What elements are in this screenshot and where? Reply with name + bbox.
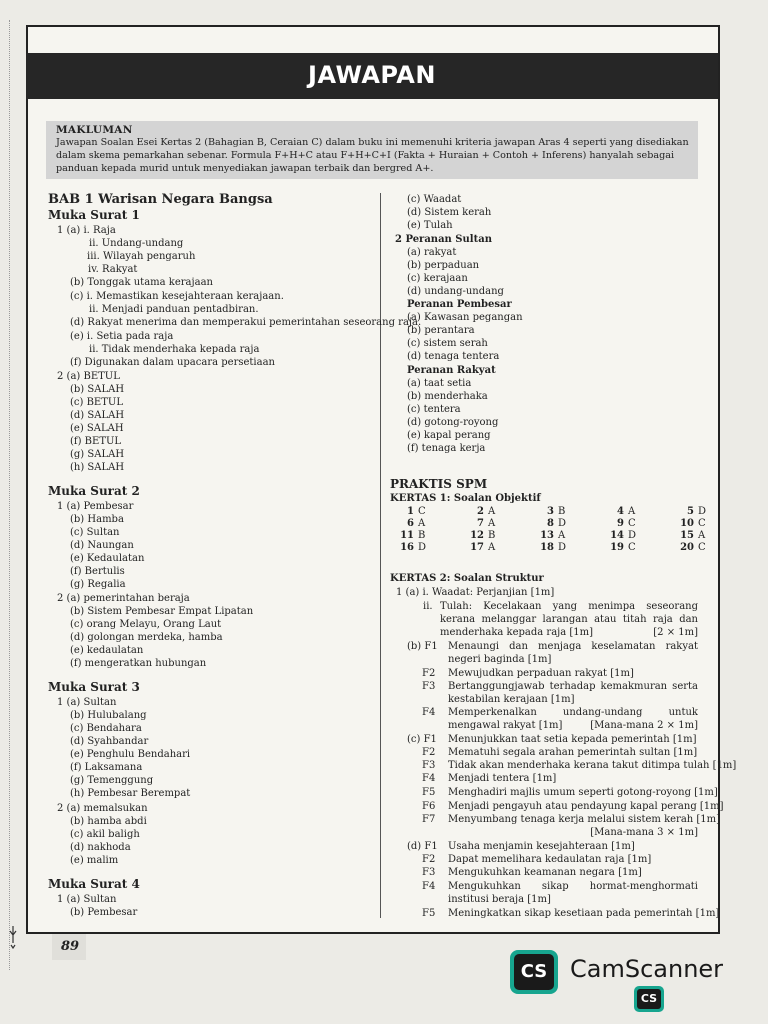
answer-line: (b) SALAH xyxy=(70,384,125,395)
answer-line: (e) Penghulu Bendahari xyxy=(70,749,191,760)
answer-text: Mengukuhkan keamanan negara [1m] xyxy=(448,867,642,878)
answer-line: (f) mengeratkan hubungan xyxy=(70,658,207,669)
section-heading: Muka Surat 2 xyxy=(48,484,140,498)
page-number: 89 xyxy=(61,939,80,954)
objective-question-number: 7 xyxy=(477,518,484,529)
answer-line: 1 (a) Sultan xyxy=(57,894,117,905)
answer-text: Menunjukkan taat setia kepada pemerintah [1m] xyxy=(448,734,697,745)
objective-question-number: 12 xyxy=(470,530,484,541)
answer-line: (d) tenaga tentera xyxy=(407,351,500,362)
answer-text: Tidak akan menderhaka kerana takut ditimpa tulah [1m] xyxy=(448,760,737,771)
objective-question-number: 18 xyxy=(540,542,554,553)
answer-line: (c) Waadat xyxy=(407,194,462,205)
answer-line: (a) taat setia xyxy=(407,378,472,389)
info-box xyxy=(46,121,698,179)
camscanner-small-logo-icon xyxy=(634,986,664,1012)
answer-line: (d) SALAH xyxy=(70,410,125,421)
subheading: 2 Peranan Sultan xyxy=(395,234,492,245)
answer-text: Menjadi tentera [1m] xyxy=(448,773,557,784)
answer-line: (a) Kawasan pegangan xyxy=(407,312,523,323)
answer-line: (h) SALAH xyxy=(70,462,125,473)
answer-line: (c) i. Memastikan kesejahteraan kerajaan. xyxy=(70,291,284,302)
objective-answer: C xyxy=(628,542,636,553)
answer-line: (a) rakyat xyxy=(407,247,457,258)
objective-question-number: 13 xyxy=(540,530,554,541)
answer-line: (c) Bendahara xyxy=(70,723,142,734)
objective-answer: D xyxy=(558,518,567,529)
objective-answer: C xyxy=(418,506,426,517)
answer-line: (d) gotong-royong xyxy=(407,417,499,428)
subheading: KERTAS 2: Soalan Struktur xyxy=(390,573,544,584)
objective-question-number: 20 xyxy=(680,542,694,553)
answer-line: (c) sistem serah xyxy=(407,338,488,349)
answer-line: 2 (a) pemerintahan beraja xyxy=(57,593,190,604)
answer-text: Menghadiri majlis umum seperti gotong-royong [1m] xyxy=(448,787,718,798)
answer-line: (b) hamba abdi xyxy=(70,816,147,827)
objective-question-number: 17 xyxy=(470,542,484,553)
objective-question-number: 11 xyxy=(400,530,414,541)
answer-line: (f) Bertulis xyxy=(70,566,125,577)
answer-line: (e) i. Setia pada raja xyxy=(70,331,174,342)
objective-question-number: 8 xyxy=(547,518,554,529)
objective-question-number: 16 xyxy=(400,542,414,553)
answer-line: (b) perpaduan xyxy=(407,260,480,271)
answer-text: Meningkatkan sikap kesetiaan pada pemerintah [1m] xyxy=(448,908,720,919)
answer-line: (b) menderhaka xyxy=(407,391,488,402)
answer-label: F2 xyxy=(422,668,436,679)
section-heading: Muka Surat 3 xyxy=(48,680,140,694)
objective-answer: A xyxy=(488,518,496,529)
mark-note: [Mana-mana 2 × 1m] xyxy=(590,720,698,731)
answer-label: ii. xyxy=(423,601,433,612)
answer-line: iii. Wilayah pengaruh xyxy=(87,251,196,262)
camscanner-small-logo-text: CS xyxy=(637,989,661,1009)
objective-question-number: 15 xyxy=(680,530,694,541)
answer-line: (f) tenaga kerja xyxy=(407,443,486,454)
answer-line: (d) Syahbandar xyxy=(70,736,149,747)
answer-line: (g) Regalia xyxy=(70,579,126,590)
answer-line: 2 (a) BETUL xyxy=(57,371,120,382)
answer-line: 1 (a) i. Raja xyxy=(57,225,116,236)
answer-line: (d) Naungan xyxy=(70,540,134,551)
answer-line: (b) Sistem Pembesar Empat Lipatan xyxy=(70,606,254,617)
answer-label: F7 xyxy=(422,814,436,825)
answer-line: 1 (a) Sultan xyxy=(57,697,117,708)
subheading: Peranan Pembesar xyxy=(407,299,512,310)
page-title: JAWAPAN xyxy=(308,61,436,89)
objective-question-number: 4 xyxy=(617,506,624,517)
answer-text: Mematuhi segala arahan pemerintah sultan [1m] xyxy=(448,747,698,758)
answer-label: F4 xyxy=(422,707,436,718)
answer-text: Memperkenalkan undang-undang untuk mengawal rakyat [1m] xyxy=(448,707,698,731)
answer-line: (e) kedaulatan xyxy=(70,645,144,656)
objective-answer: B xyxy=(488,530,496,541)
answer-line: (c) kerajaan xyxy=(407,273,468,284)
answer-line: (d) Rakyat menerima dan memperakui pemerintahan seseorang raja. xyxy=(70,317,422,328)
answer-line: (c) BETUL xyxy=(70,397,123,408)
answer-text: Usaha menjamin kesejahteraan [1m] xyxy=(448,841,635,852)
answer-line: 2 (a) memalsukan xyxy=(57,803,148,814)
section-heading: Muka Surat 1 xyxy=(48,208,140,222)
answer-text: Mengukuhkan sikap hormat-menghormati institusi beraja [1m] xyxy=(448,881,698,905)
answer-line: (c) akil baligh xyxy=(70,829,140,840)
answer-line: (d) nakhoda xyxy=(70,842,131,853)
camscanner-brand: CamScanner xyxy=(570,955,724,983)
objective-answer: C xyxy=(698,542,706,553)
answer-text: Menyumbang tenaga kerja melalui sistem kerah [1m] xyxy=(448,814,721,825)
answer-line: ii. Undang-undang xyxy=(89,238,184,249)
answer-text: Bertanggungjawab terhadap kemakmuran serta kestabilan kerajaan [1m] xyxy=(448,681,698,705)
objective-answer: D xyxy=(558,542,567,553)
answer-line: (f) Digunakan dalam upacara persetiaan xyxy=(70,357,275,368)
answer-line: (e) Kedaulatan xyxy=(70,553,145,564)
answer-label: F3 xyxy=(422,681,436,692)
info-title: MAKLUMAN xyxy=(56,124,133,136)
objective-answer: C xyxy=(628,518,636,529)
binding-edge xyxy=(9,20,10,970)
answer-line: (e) kapal perang xyxy=(407,430,491,441)
answer-label: F3 xyxy=(422,760,436,771)
answer-line: (e) Tulah xyxy=(407,220,453,231)
answer-line: (d) Sistem kerah xyxy=(407,207,492,218)
answer-line: (e) SALAH xyxy=(70,423,124,434)
title-banner xyxy=(26,53,718,99)
answer-line: (c) tentera xyxy=(407,404,461,415)
answer-label: (c) F1 xyxy=(407,734,437,745)
answer-line: (b) Tonggak utama kerajaan xyxy=(70,277,213,288)
answer-line: 1 (a) i. Waadat: Perjanjian [1m] xyxy=(396,587,555,598)
answer-line: (e) malim xyxy=(70,855,119,866)
answer-label: F3 xyxy=(422,867,436,878)
answer-line: (d) undang-undang xyxy=(407,286,504,297)
answer-label: F6 xyxy=(422,801,436,812)
mark-note: [2 × 1m] xyxy=(653,627,698,638)
objective-question-number: 19 xyxy=(610,542,624,553)
answer-text: Menjadi pengayuh atau pendayung kapal perang [1m] xyxy=(448,801,724,812)
answer-line: (c) Sultan xyxy=(70,527,120,538)
answer-text: Dapat memelihara kedaulatan raja [1m] xyxy=(448,854,652,865)
objective-question-number: 5 xyxy=(687,506,694,517)
answer-line: (d) golongan merdeka, hamba xyxy=(70,632,223,643)
subheading: Peranan Rakyat xyxy=(407,365,496,376)
objective-answer: D xyxy=(418,542,427,553)
objective-answer: A xyxy=(488,506,496,517)
answer-line: (b) Pembesar xyxy=(70,907,138,918)
answer-label: F5 xyxy=(422,908,436,919)
objective-answer: B xyxy=(418,530,426,541)
objective-answer: A xyxy=(628,506,636,517)
objective-question-number: 2 xyxy=(477,506,484,517)
answer-line: (b) Hulubalang xyxy=(70,710,147,721)
answer-line: (c) orang Melayu, Orang Laut xyxy=(70,619,222,630)
objective-answer: A xyxy=(488,542,496,553)
objective-question-number: 1 xyxy=(407,506,414,517)
answer-line: (b) Hamba xyxy=(70,514,124,525)
answer-label: F2 xyxy=(422,747,436,758)
answer-line: ii. Menjadi panduan pentadbiran. xyxy=(89,304,259,315)
objective-question-number: 14 xyxy=(610,530,624,541)
objective-question-number: 3 xyxy=(547,506,554,517)
answer-label: F5 xyxy=(422,787,436,798)
answer-label: F2 xyxy=(422,854,436,865)
objective-answer: C xyxy=(698,518,706,529)
answer-label: (b) F1 xyxy=(407,641,438,652)
answer-line: iv. Rakyat xyxy=(88,264,138,275)
answer-text: Mewujudkan perpaduan rakyat [1m] xyxy=(448,668,634,679)
answer-text: Tulah: Kecelakaan yang menimpa seseorang kerana melanggar larangan atau titah raja dan menderhaka kepada raja [1m] xyxy=(440,601,698,638)
objective-answer: B xyxy=(558,506,566,517)
page-number-box xyxy=(52,934,86,960)
objective-answer: D xyxy=(698,506,707,517)
objective-answer: A xyxy=(698,530,706,541)
mark-note: [Mana-mana 3 × 1m] xyxy=(590,827,698,838)
objective-question-number: 10 xyxy=(680,518,694,529)
answer-line: (g) SALAH xyxy=(70,449,125,460)
camscanner-logo-text: CS xyxy=(514,954,554,990)
objective-answer: D xyxy=(628,530,637,541)
chapter-heading: BAB 1 Warisan Negara Bangsa xyxy=(48,192,273,207)
subheading: KERTAS 1: Soalan Objektif xyxy=(390,493,541,504)
answer-line: 1 (a) Pembesar xyxy=(57,501,134,512)
answer-label: (d) F1 xyxy=(407,841,438,852)
section-heading: Muka Surat 4 xyxy=(48,877,140,891)
column-divider xyxy=(380,193,381,918)
answer-line: ii. Tidak menderhaka kepada raja xyxy=(89,344,260,355)
objective-question-number: 9 xyxy=(617,518,624,529)
answer-line: (f) Laksamana xyxy=(70,762,143,773)
paper-clip-icon xyxy=(8,925,18,949)
answer-label: F4 xyxy=(422,773,436,784)
objective-question-number: 6 xyxy=(407,518,414,529)
answer-line: (f) BETUL xyxy=(70,436,122,447)
answer-line: (g) Temenggung xyxy=(70,775,154,786)
section-heading: PRAKTIS SPM xyxy=(390,477,488,491)
camscanner-logo-icon xyxy=(510,950,558,994)
answer-label: F4 xyxy=(422,881,436,892)
answer-line: (h) Pembesar Berempat xyxy=(70,788,191,799)
answer-text: Menaungi dan menjaga keselamatan rakyat negeri baginda [1m] xyxy=(448,641,698,665)
objective-answer: A xyxy=(558,530,566,541)
info-body: Jawapan Soalan Esei Kertas 2 (Bahagian B, Ceraian C) dalam buku ini memenuhi kriteria jawapan Aras 4 seperti yang disediakan dalam skema pemarkahan sebenar. Formula F+H+C atau F+H+C+I (Fakta + Huraian + Contoh + Inferens) hanyalah sebagai panduan kepada murid untuk menyediakan jawapan terbaik dan bergred A+. xyxy=(56,137,689,174)
answer-line: (b) perantara xyxy=(407,325,475,336)
objective-answer: A xyxy=(418,518,426,529)
